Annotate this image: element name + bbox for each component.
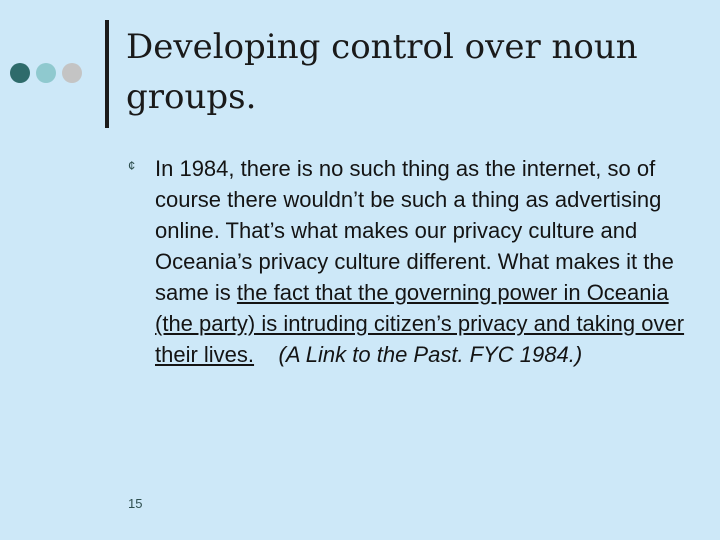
bullet-item bbox=[128, 153, 688, 370]
citation: (A Link to the Past. FYC 1984.) bbox=[278, 342, 583, 367]
dot-light bbox=[62, 63, 82, 83]
slide-title: Developing control over noun groups. bbox=[126, 27, 638, 117]
dot-teal bbox=[36, 63, 56, 83]
title-divider-bar bbox=[105, 20, 109, 128]
dot-dark bbox=[10, 63, 30, 83]
page-number: 15 bbox=[128, 496, 143, 511]
body-text-part1: In 1984, there is no such thing as the internet, so of course there wouldn’t be such a thing as advertising online. That’s what makes our privacy culture and Oceania’s privacy culture different. What makes it the same is bbox=[155, 156, 674, 305]
body-text-underlined: the fact that the governing power in Oceania (the party) is intruding citizen’s privacy and taking over their lives. bbox=[155, 280, 685, 367]
bullet-text bbox=[155, 153, 688, 370]
decorative-dots bbox=[10, 63, 82, 83]
body-text-spacer bbox=[254, 342, 278, 367]
bullet-icon: ¢ bbox=[128, 158, 136, 173]
